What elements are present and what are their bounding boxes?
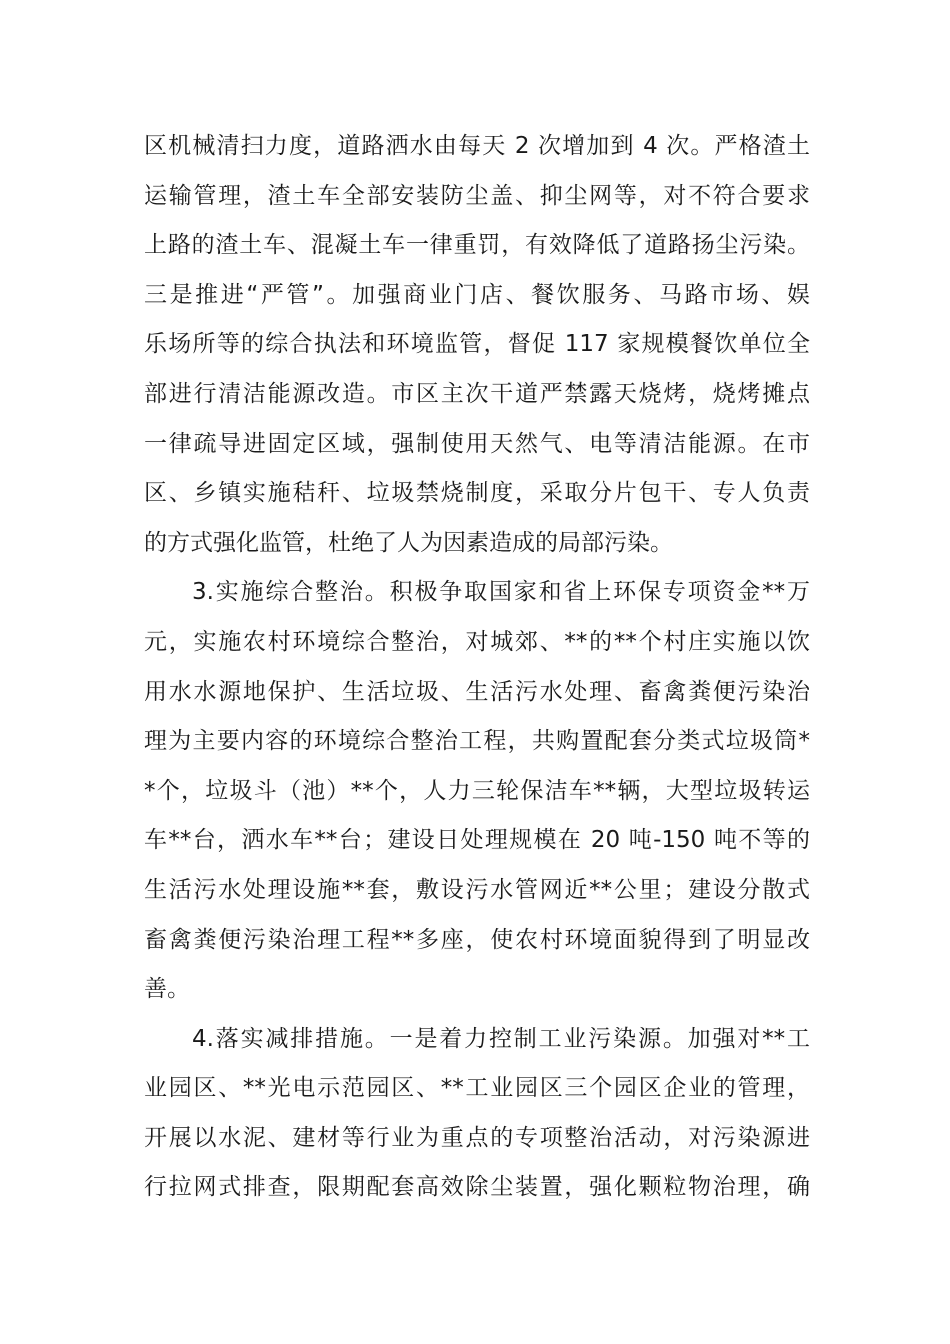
text-line: 生活污水处理设施**套，敷设污水管网近**公里；建设分散式 — [144, 876, 810, 903]
document-body — [144, 122, 810, 1213]
text-line: 行拉网式排查，限期配套高效除尘装置，强化颗粒物治理，确 — [144, 1174, 810, 1201]
text-line: 理为主要内容的环境综合整治工程，共购置配套分类式垃圾筒* — [144, 728, 810, 755]
text-line: 的方式强化监管，杜绝了人为因素造成的局部污染。 — [144, 529, 673, 556]
text-line: 部进行清洁能源改造。市区主次干道严禁露天烧烤，烧烤摊点 — [144, 380, 810, 407]
text-line: 畜禽粪便污染治理工程**多座，使农村环境面貌得到了明显改 — [144, 926, 810, 953]
text-line: 善。 — [144, 976, 190, 1003]
text-line: 3.实施综合整治。积极争取国家和省上环保专项资金**万 — [192, 579, 810, 606]
text-line: 运输管理，渣土车全部安装防尘盖、抑尘网等，对不符合要求 — [144, 182, 810, 209]
text-line: 区机械清扫力度，道路洒水由每天 2 次增加到 4 次。严格渣土 — [144, 133, 810, 159]
text-line: 车**台，洒水车**台；建设日处理规模在 20 吨-150 吨不等的 — [144, 827, 810, 854]
text-line: 用水水源地保护、生活垃圾、生活污水处理、畜禽粪便污染治 — [144, 678, 810, 705]
text-line: 三是推进“严管”。加强商业门店、餐饮服务、马路市场、娱 — [144, 281, 810, 308]
text-line: 开展以水泥、建材等行业为重点的专项整治活动，对污染源进 — [144, 1124, 810, 1151]
text-line: 4.落实减排措施。一是着力控制工业污染源。加强对**工 — [192, 1025, 810, 1052]
text-line: 业园区、**光电示范园区、**工业园区三个园区企业的管理， — [144, 1075, 810, 1102]
text-line: *个，垃圾斗（池）**个，人力三轮保洁车**辆，大型垃圾转运 — [144, 777, 810, 804]
text-line: 上路的渣土车、混凝土车一律重罚，有效降低了道路扬尘污染。 — [144, 232, 810, 259]
text-line: 区、乡镇实施秸秆、垃圾禁烧制度，采取分片包干、专人负责 — [144, 480, 810, 507]
paragraph — [144, 1015, 810, 1213]
text-line: 元，实施农村环境综合整治，对城郊、**的**个村庄实施以饮 — [144, 628, 810, 655]
paragraph — [144, 568, 810, 1014]
paragraph — [144, 122, 810, 568]
text-line: 一律疏导进固定区域，强制使用天然气、电等清洁能源。在市 — [144, 430, 810, 457]
text-line: 乐场所等的综合执法和环境监管，督促 117 家规模餐饮单位全 — [144, 331, 810, 358]
